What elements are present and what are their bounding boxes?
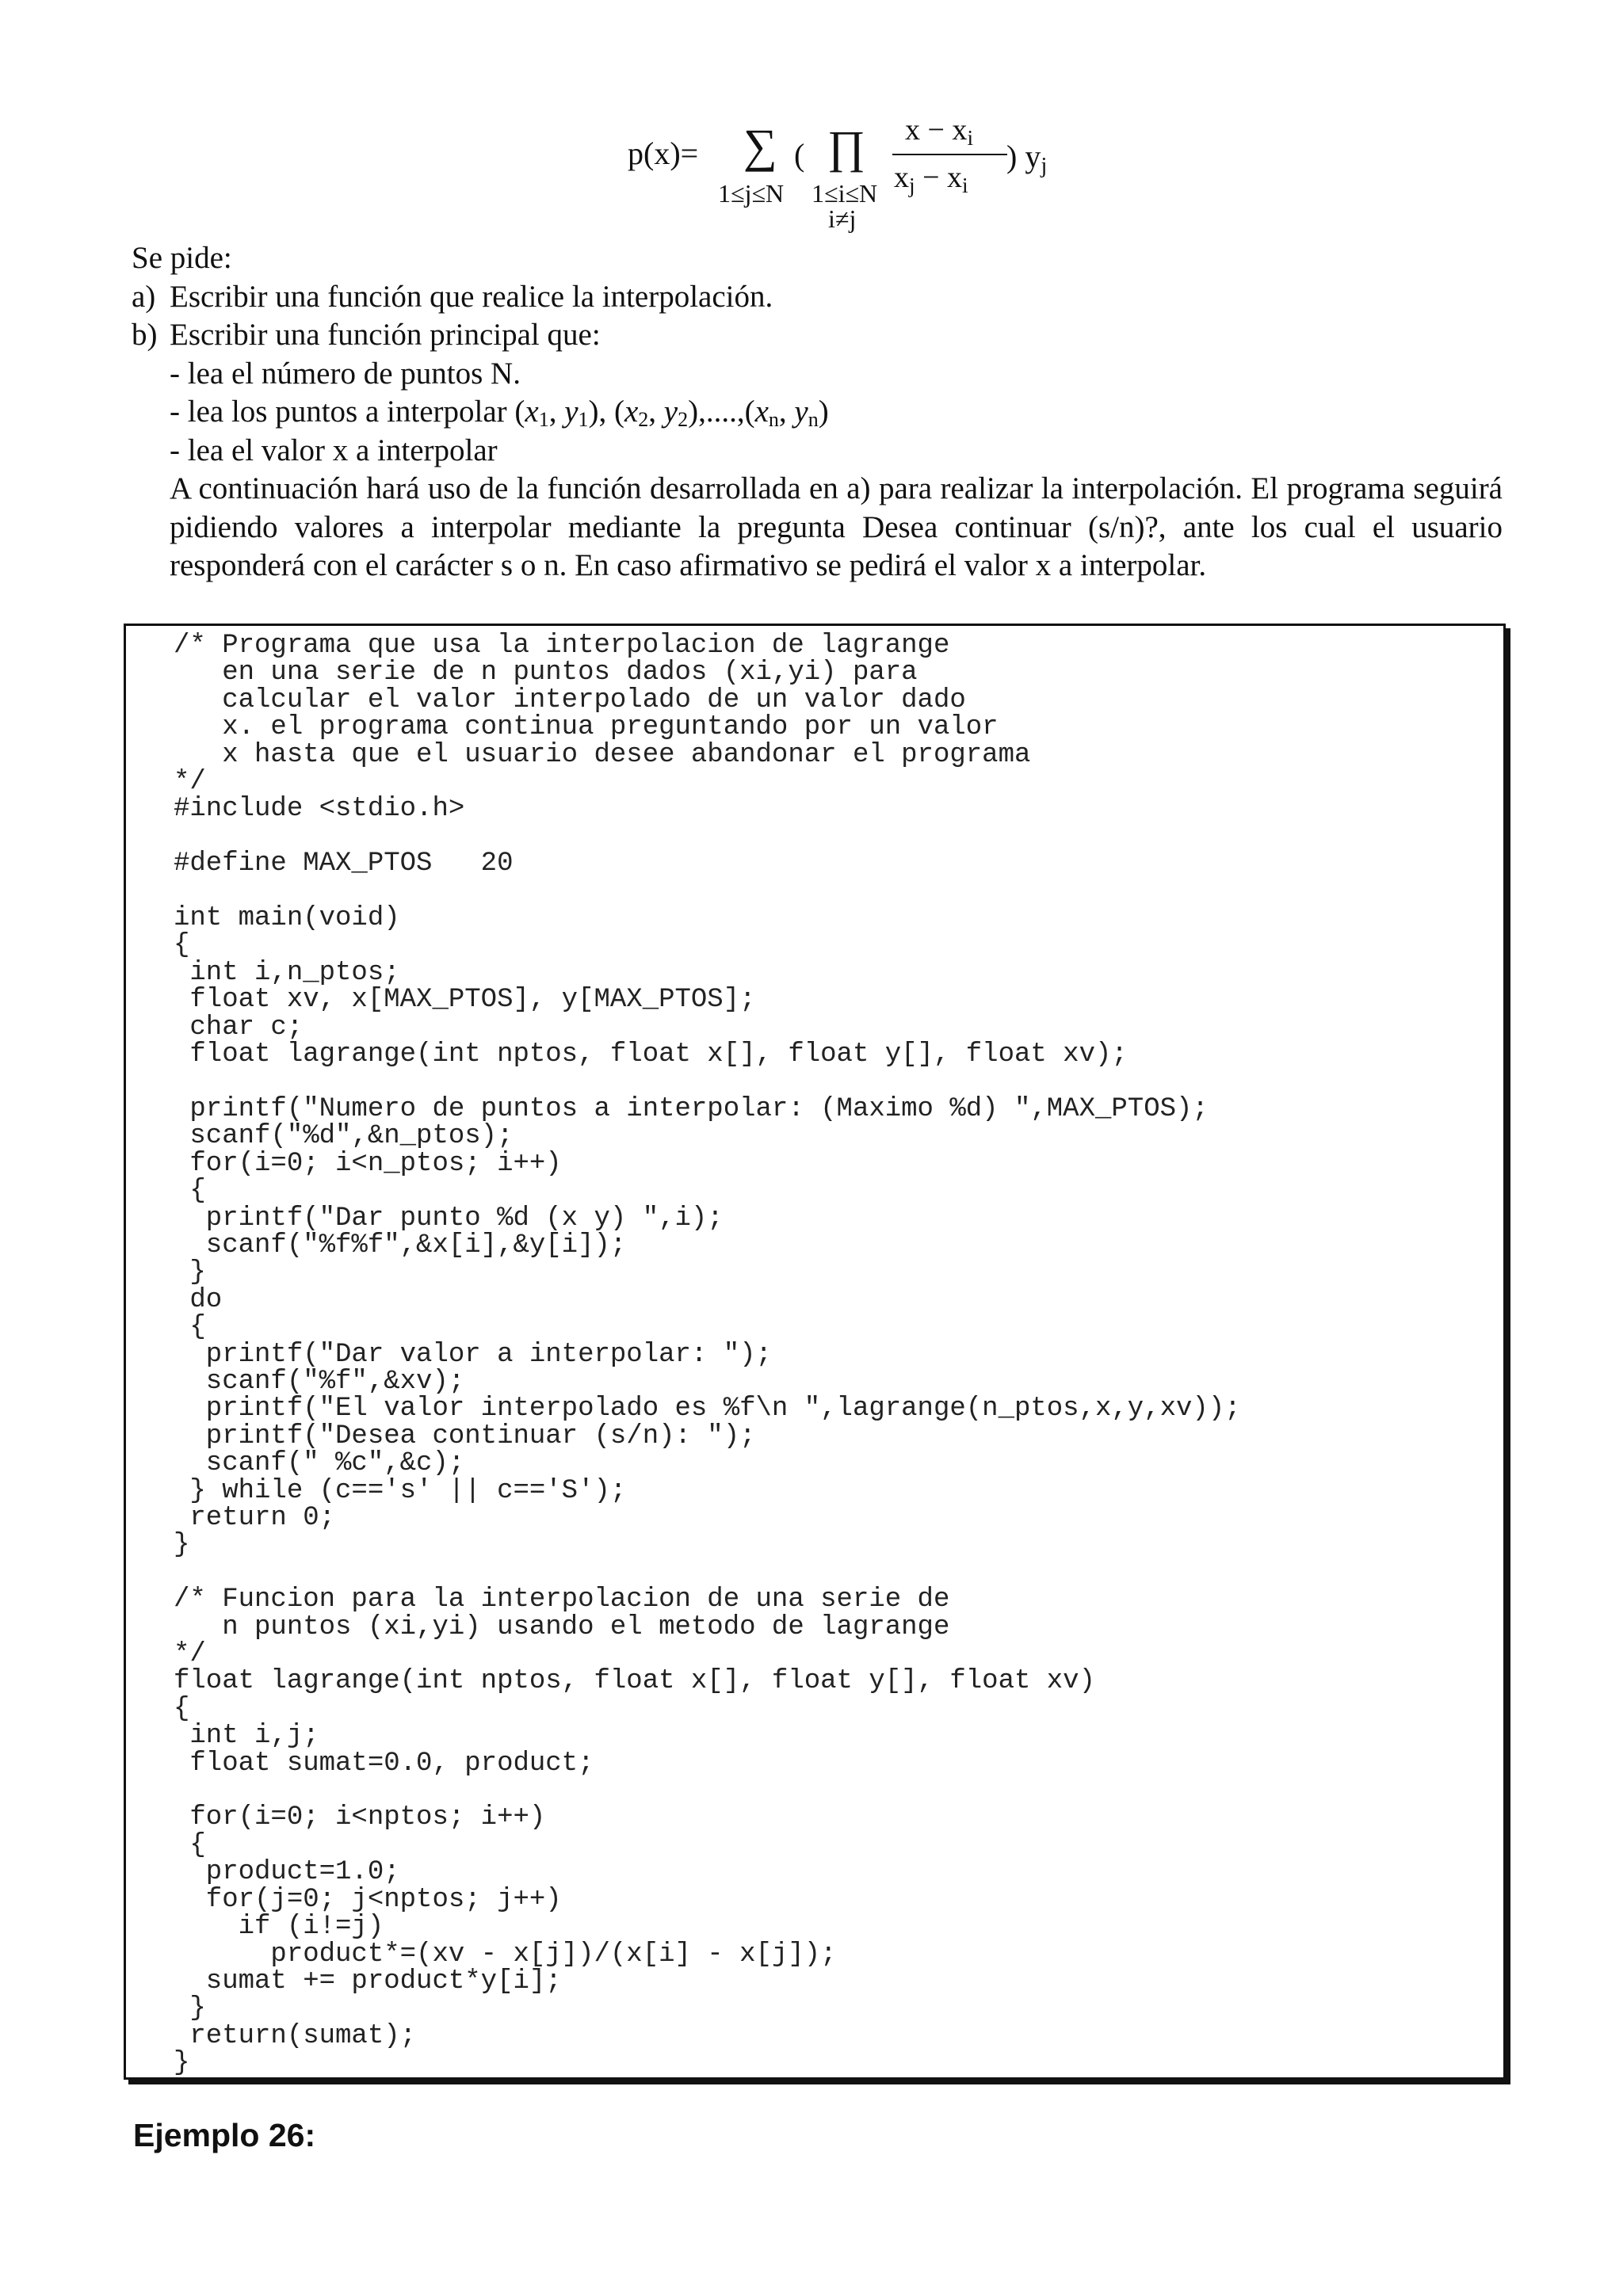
code-line: scanf("%d",&n_ptos); <box>174 1121 514 1152</box>
code-line: } <box>174 1530 190 1561</box>
code-line: printf("Numero de puntos a interpolar: (Maximo %d) ",MAX_PTOS); <box>174 1093 1209 1124</box>
fraction-denominator: $x_j - x_i$ <box>894 161 968 197</box>
code-line: { <box>174 1312 206 1343</box>
code-line: */ <box>174 1639 206 1670</box>
code-line: scanf(" %c",&c); <box>174 1448 465 1479</box>
code-line: { <box>174 930 190 961</box>
code-line: if (i!=j) <box>174 1912 384 1943</box>
code-line <box>174 878 1241 905</box>
code-line: printf("Dar punto %d (x y) ",i); <box>174 1203 724 1234</box>
item-a <box>132 278 1503 317</box>
code-line: float xv, x[MAX_PTOS], y[MAX_PTOS]; <box>174 985 756 1016</box>
code-line: float sumat=0.0, product; <box>174 1748 594 1779</box>
code-line: /* Programa que usa la interpolacion de lagrange <box>174 631 950 661</box>
code-line: { <box>174 1829 206 1860</box>
formula-lhs: p(x)= <box>628 135 699 171</box>
code-line <box>174 1777 1241 1804</box>
code-line: return 0; <box>174 1503 336 1533</box>
code-line: printf("El valor interpolado es %f\n ",lagrange(n_ptos,x,y,xv)); <box>174 1394 1241 1425</box>
code-line: int i,n_ptos; <box>174 957 400 988</box>
code-line: product=1.0; <box>174 1857 400 1888</box>
code-line: do <box>174 1284 223 1315</box>
code-line: char c; <box>174 1012 304 1043</box>
fraction-numerator: $x - x_i$ <box>905 113 974 150</box>
sum-symbol: ∑ <box>743 120 777 172</box>
code-line: scanf("%f",&xv); <box>174 1366 465 1397</box>
item-b <box>132 316 1503 355</box>
formula-close: ) $y_j$ <box>1006 139 1048 179</box>
lagrange-formula <box>618 113 1062 238</box>
code-line: calcular el valor interpolado de un valor dado <box>174 685 966 715</box>
code-line: } <box>174 1257 206 1288</box>
code-line: #define MAX_PTOS 20 <box>174 849 514 879</box>
code-line <box>174 1069 1241 1096</box>
item-b-text: Escribir una función principal que: <box>170 318 601 352</box>
example-heading: Ejemplo 26: <box>133 2117 316 2153</box>
product-symbol: ∏ <box>827 121 865 173</box>
code-line: } <box>174 2048 190 2079</box>
code-line: product*=(xv - x[j])/(x[i] - x[j]); <box>174 1939 837 1970</box>
code-line <box>174 823 1241 850</box>
code-line: x hasta que el usuario desee abandonar el programa <box>174 739 1031 770</box>
code-line: /* Funcion para la interpolacion de una serie de <box>174 1585 950 1615</box>
subitem-read-x: - lea el valor x a interpolar <box>170 433 498 467</box>
code-line: scanf("%f%f",&x[i],&y[i]); <box>174 1230 627 1261</box>
code-line: sumat += product*y[i]; <box>174 1966 562 1997</box>
product-condition: i≠j <box>828 204 857 233</box>
code-line: } while (c=='s' || c=='S'); <box>174 1475 627 1506</box>
item-a-marker: a) <box>132 279 156 314</box>
code-line: { <box>174 1693 190 1724</box>
code-line: printf("Desea continuar (s/n): "); <box>174 1421 756 1451</box>
code-line: int main(void) <box>174 903 400 934</box>
statement-paragraph: A continuación hará uso de la función desarrollada en a) para realizar la interpolación. El programa seguirá pidiendo valores a interpolar mediante la pregunta Desea continuar (s/n)?, ante los cual el usuario responderá con el carácter s o n. En caso afirmativo se pedirá el valor x a interpolar. <box>170 471 1503 582</box>
code-line: float lagrange(int nptos, float x[], float y[], float xv); <box>174 1039 1128 1070</box>
code-listing <box>174 632 1241 2077</box>
code-line: */ <box>174 767 206 798</box>
code-line: en una serie de n puntos dados (xi,yi) para <box>174 658 918 688</box>
item-a-text: Escribir una función que realice la interpolación. <box>170 279 773 314</box>
item-b-marker: b) <box>132 318 158 352</box>
code-line <box>174 1559 1241 1586</box>
open-paren: ( <box>794 137 805 173</box>
problem-statement <box>132 239 1503 585</box>
subitem-read-n: - lea el número de puntos N. <box>170 356 521 391</box>
code-line: return(sumat); <box>174 2020 417 2051</box>
code-line: #include <stdio.h> <box>174 794 465 825</box>
code-line: } <box>174 1993 206 2024</box>
sum-range: 1≤j≤N <box>718 179 785 208</box>
code-line: for(j=0; j<nptos; j++) <box>174 1884 562 1915</box>
code-line: printf("Dar valor a interpolar: "); <box>174 1339 772 1370</box>
code-listing-box <box>124 624 1506 2080</box>
code-line: x. el programa continua preguntando por un valor <box>174 712 999 743</box>
subitem-read-points: - lea los puntos a interpolar ($x_1$, $y_1$), ($x_2$, $y_2),....,(x_n$, $y_n$) <box>170 395 829 431</box>
fraction-bar <box>892 154 1007 155</box>
code-line: n puntos (xi,yi) usando el metodo de lagrange <box>174 1611 950 1642</box>
code-line: for(i=0; i<n_ptos; i++) <box>174 1148 562 1179</box>
code-line: int i,j; <box>174 1721 319 1752</box>
statement-intro: Se pide: <box>132 241 232 275</box>
code-line: for(i=0; i<nptos; i++) <box>174 1802 546 1833</box>
product-range: 1≤i≤N <box>812 179 878 208</box>
code-line: { <box>174 1176 206 1207</box>
code-line: float lagrange(int nptos, float x[], float y[], float xv) <box>174 1666 1095 1697</box>
